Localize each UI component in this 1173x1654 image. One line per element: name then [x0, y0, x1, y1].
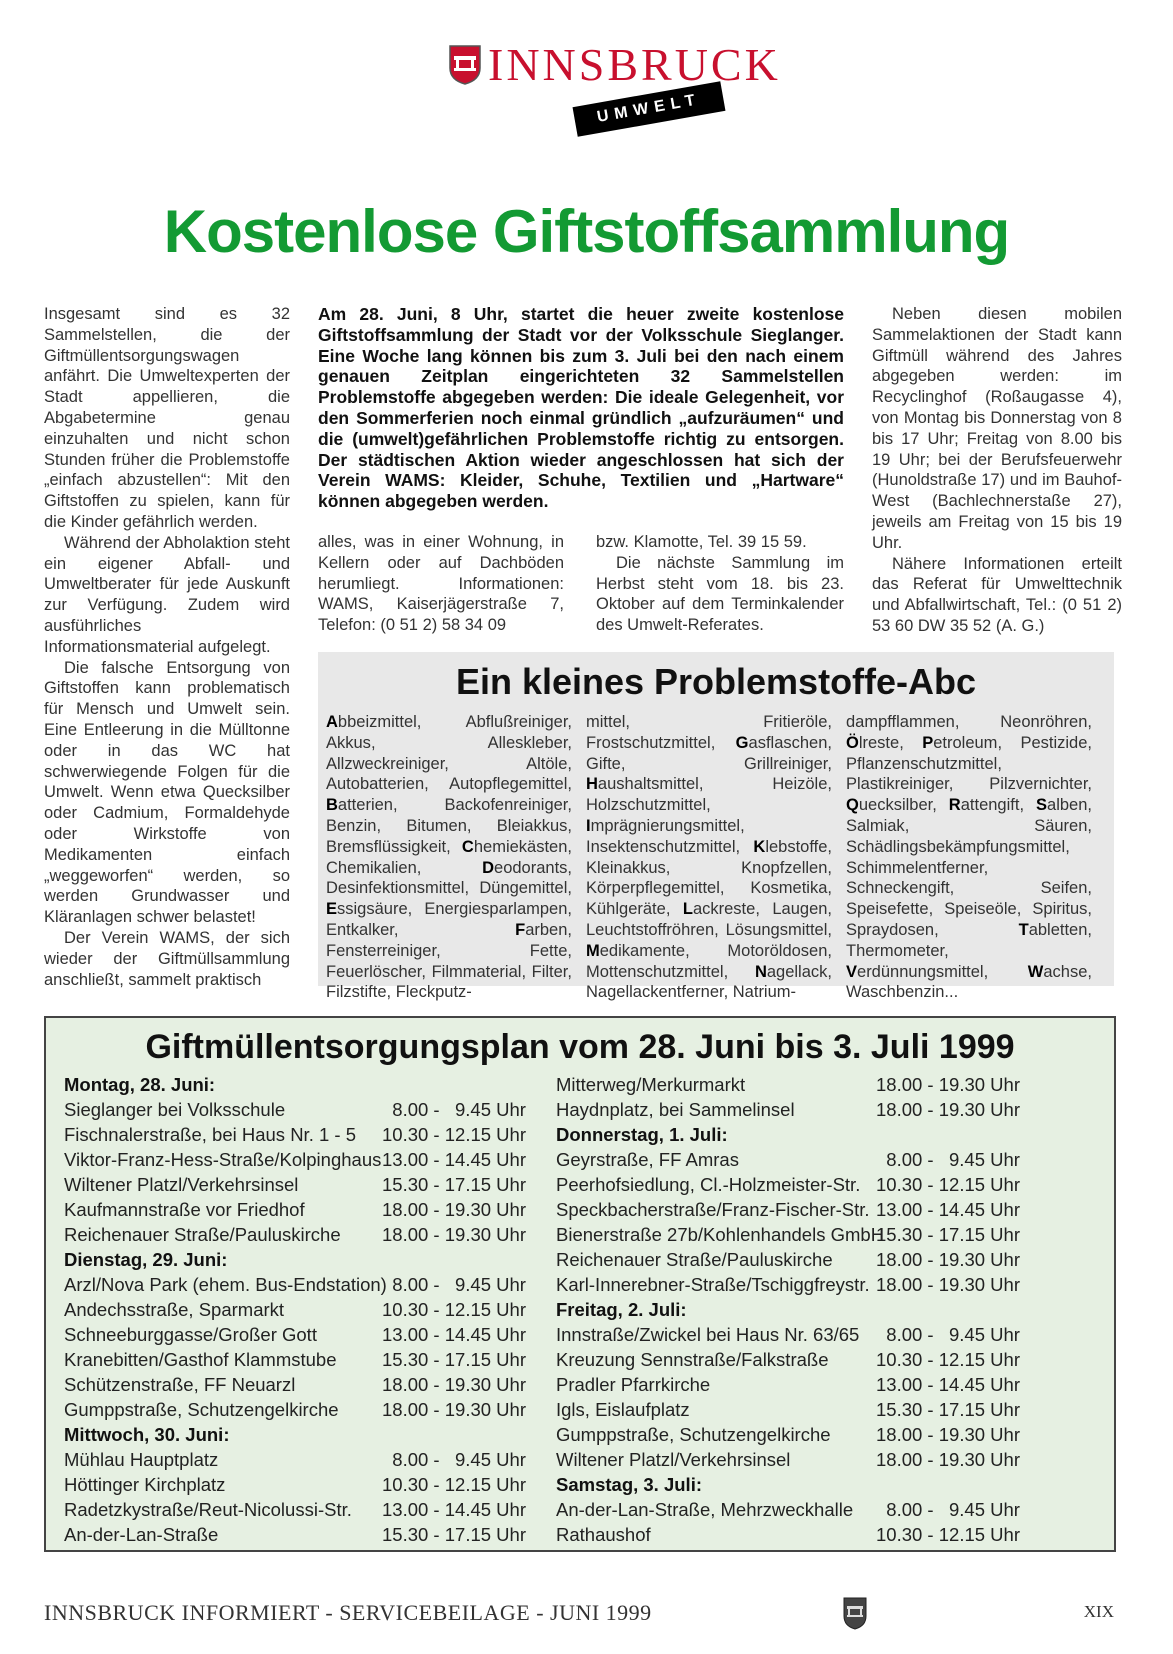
article-column-1: [44, 304, 290, 990]
schedule-location: An-der-Lan-Straße, Mehrzweckhalle: [556, 1499, 854, 1520]
footer-publication: INNSBRUCK INFORMIERT - SERVICEBEILAGE - JUNI 1999: [44, 1600, 652, 1625]
schedule-location: Reichenauer Straße/Pauluskirche: [64, 1224, 341, 1245]
paragraph: Die falsche Entsorgung von Giftstoffen kann problematisch für Mensch und Umwelt sein. Eine Entleerung in die Mülltonne oder in das WC hat schwerwiegende Folgen für die Umwelt. Wenn etwa Quecksilber oder Cadmium, Formaldehyde oder Wirkstoffe von Medikamenten einfach „weggeworfen“ werden, so werden Grundwasser und Kläranlagen schwer belastet!: [44, 658, 290, 927]
paragraph: Während der Abholaktion steht ein eigener Abfall- und Umweltberater für jede Auskunft zur Verfügung. Zudem wird ausführliches Informationsmaterial aufgelegt.: [44, 533, 290, 656]
schedule-location: Andechsstraße, Sparmarkt: [64, 1299, 285, 1320]
schedule-location: Höttinger Kirchplatz: [64, 1474, 226, 1495]
schedule-location: Speckbacherstraße/Franz-Fischer-Str.: [556, 1199, 870, 1220]
schedule-time: 18.00 - 19.30 Uhr: [382, 1199, 526, 1220]
paragraph: Insgesamt sind es 32 Sammelstellen, die der Giftmüllentsorgungswagen anfährt. Die Umweltexperten der Stadt appellieren, die Abgabetermine genau einzuhalten und nicht schon Stunden früher die Problemstoffe „einfach abzustellen“: Mit den Giftstoffen zu spielen, kann für die Kinder gefährlich werden.: [44, 305, 290, 531]
schedule-time: 8.00 - 9.45 Uhr: [382, 1449, 526, 1470]
page-title: Kostenlose Giftstoffsammlung: [163, 198, 1010, 265]
schedule-day-heading: [556, 1122, 1036, 1147]
schedule-row: [64, 1172, 544, 1197]
schedule-location: Gumppstraße, Schutzengelkirche: [64, 1399, 339, 1420]
schedule-row: [556, 1272, 1036, 1297]
schedule-row: [556, 1197, 1036, 1222]
schedule-row: [556, 1422, 1036, 1447]
logo-tag: UMWELT: [573, 81, 726, 137]
schedule-row: [64, 1322, 544, 1347]
schedule-row: [64, 1447, 544, 1472]
schedule-row: [64, 1497, 544, 1522]
schedule-location: Reichenauer Straße/Pauluskirche: [556, 1249, 833, 1270]
schedule-row: [64, 1147, 544, 1172]
schedule-time: 10.30 - 12.15 Uhr: [382, 1124, 526, 1145]
schedule-location: Innstraße/Zwickel bei Haus Nr. 63/65: [556, 1324, 860, 1345]
schedule-time: 15.30 - 17.15 Uhr: [382, 1174, 526, 1195]
schedule-time: 8.00 - 9.45 Uhr: [382, 1274, 526, 1295]
schedule-time: 18.00 - 19.30 Uhr: [382, 1399, 526, 1420]
schedule-row: [556, 1247, 1036, 1272]
schedule-time: 15.30 - 17.15 Uhr: [876, 1224, 1020, 1245]
schedule-location: Wiltener Platzl/Verkehrsinsel: [556, 1449, 791, 1470]
schedule-time: 15.30 - 17.15 Uhr: [382, 1524, 526, 1545]
page-footer: [44, 1600, 1114, 1630]
paragraph: alles, was in einer Wohnung, in Kellern oder auf Dachböden herumliegt. Informationen: WAMS, Kaiserjägerstraße 7, Telefon: (0 51 2) 58 34 09: [318, 533, 564, 635]
disposal-schedule-box: [44, 1016, 1116, 1552]
schedule-row: [556, 1447, 1036, 1472]
day-label: Donnerstag, 1. Juli:: [556, 1124, 728, 1145]
schedule-time: 18.00 - 19.30 Uhr: [876, 1249, 1020, 1270]
schedule-row: [556, 1097, 1036, 1122]
schedule-location: Radetzkystraße/Reut-Nicolussi-Str.: [64, 1499, 352, 1520]
abc-title: Ein kleines Problemstoffe-Abc: [455, 661, 977, 702]
schedule-location: Pradler Pfarrkirche: [556, 1374, 711, 1395]
schedule-time: 13.00 - 14.45 Uhr: [382, 1324, 526, 1345]
logo-name: INNSBRUCK: [488, 39, 781, 90]
abc-column: dampfflammen, Neonröhren, Ölreste, Petroleum, Pestizide, Pflanzenschutzmittel, Plastikreiniger, Pilzvernichter, Quecksilber, Rattengift, Salben, Salmiak, Säuren, Schädlingsbekämpfungsmittel, Schimmelentferner, Schneckengift, Seifen, Speisefette, Speiseöle, Spiritus, Spraydosen, Tabletten, Thermometer, Verdünnungsmittel, Wachse, Waschbenzin...: [846, 713, 1093, 1002]
schedule-time: 8.00 - 9.45 Uhr: [876, 1149, 1020, 1170]
day-label: Samstag, 3. Juli:: [556, 1474, 702, 1495]
schedule-column-left: [64, 1072, 544, 1547]
article-lead: [318, 304, 844, 512]
day-label: Freitag, 2. Juli:: [556, 1299, 687, 1320]
schedule-row: [556, 1397, 1036, 1422]
schedule-row: [556, 1497, 1036, 1522]
schedule-time: 10.30 - 12.15 Uhr: [876, 1524, 1020, 1545]
schedule-time: 13.00 - 14.45 Uhr: [382, 1499, 526, 1520]
paragraph: Neben diesen mobilen Sammelaktionen der Stadt kann Giftmüll während des Jahres abgegeben werden: im Recyclinghof (Roßaugasse 4), von Montag bis Donnerstag von 8 bis 17 Uhr; Freitag von 8.00 bis 19 Uhr; bei der Berufsfeuerwehr (Hunoldstraße 17) und im Bauhof-West (Bachlechnerstaße 27), jeweils am Freitag von 15 bis 19 Uhr.: [872, 305, 1122, 552]
schedule-time: 13.00 - 14.45 Uhr: [876, 1374, 1020, 1395]
schedule-time: 8.00 - 9.45 Uhr: [382, 1099, 526, 1120]
schedule-title: Giftmüllentsorgungsplan vom 28. Juni bis 3. Juli 1999: [145, 1028, 1015, 1066]
paragraph: Der Verein WAMS, der sich wieder der Giftmüllsammlung anschließt, sammelt praktisch: [44, 928, 290, 989]
schedule-time: 8.00 - 9.45 Uhr: [876, 1499, 1020, 1520]
schedule-location: Gumppstraße, Schutzengelkirche: [556, 1424, 831, 1445]
schedule-location: Kaufmannstraße vor Friedhof: [64, 1199, 305, 1220]
paragraph: Die nächste Sammlung im Herbst steht vom 18. bis 23. Oktober auf dem Terminkalender des Umwelt-Referates.: [596, 553, 844, 635]
schedule-location: Viktor-Franz-Hess-Straße/Kolpinghaus: [64, 1149, 382, 1170]
article-column-3: [596, 532, 844, 636]
schedule-location: Haydnplatz, bei Sammelinsel: [556, 1099, 795, 1120]
schedule-time: 18.00 - 19.30 Uhr: [876, 1274, 1020, 1295]
schedule-time: 18.00 - 19.30 Uhr: [382, 1374, 526, 1395]
schedule-time: 15.30 - 17.15 Uhr: [876, 1399, 1020, 1420]
schedule-day-heading: [64, 1072, 544, 1097]
schedule-location: Fischnalerstraße, bei Haus Nr. 1 - 5: [64, 1124, 356, 1145]
paragraph: Nähere Informationen erteilt das Referat für Umwelttechnik und Abfallwirtschaft, Tel.: (0 51 2) 53 60 DW 35 52 (A. G.): [872, 554, 1122, 635]
schedule-time: 15.30 - 17.15 Uhr: [382, 1349, 526, 1370]
article-column-4: [872, 304, 1122, 637]
innsbruck-umwelt-logo: [448, 36, 781, 126]
schedule-location: Rathaushof: [556, 1524, 651, 1545]
schedule-row: [64, 1372, 544, 1397]
schedule-time: 8.00 - 9.45 Uhr: [876, 1324, 1020, 1345]
schedule-row: [556, 1522, 1036, 1547]
schedule-row: [556, 1147, 1036, 1172]
schedule-location: Peerhofsiedlung, Cl.-Holzmeister-Str.: [556, 1174, 861, 1195]
schedule-location: Geyrstraße, FF Amras: [556, 1149, 739, 1170]
schedule-time: 18.00 - 19.30 Uhr: [876, 1449, 1020, 1470]
schedule-row: [556, 1172, 1036, 1197]
schedule-location: Schützenstraße, FF Neuarzl: [64, 1374, 296, 1395]
day-label: Montag, 28. Juni:: [64, 1074, 216, 1095]
schedule-location: Kreuzung Sennstraße/Falkstraße: [556, 1349, 829, 1370]
schedule-row: [64, 1197, 544, 1222]
abc-column: mittel, Fritieröle, Frostschutzmittel, Gasflaschen, Gifte, Grillreiniger, Haushaltsmittel, Heizöle, Holzschutzmittel, Imprägnierungsmittel, Insektenschutzmittel, Klebstoffe, Kleinakkus, Knopfzellen, Körperpflegemittel, Kosmetika, Kühlgeräte, Lackreste, Laugen, Leuchtstoffröhren, Lösungsmittel, Medikamente, Motoröldosen, Mottenschutzmittel, Nagellack, Nagellackentferner, Natrium-: [586, 713, 833, 1002]
schedule-row: [64, 1397, 544, 1422]
schedule-row: [556, 1372, 1036, 1397]
schedule-location: Sieglanger bei Volksschule: [64, 1099, 286, 1120]
schedule-row: [556, 1347, 1036, 1372]
schedule-location: Schneeburggasse/Großer Gott: [64, 1324, 317, 1345]
schedule-location: Bienerstraße 27b/Kohlenhandels GmbH: [556, 1224, 885, 1245]
schedule-time: 18.00 - 19.30 Uhr: [876, 1424, 1020, 1445]
footer-crest-icon: [842, 1596, 868, 1630]
abc-column: Abbeizmittel, Abflußreiniger, Akkus, Alleskleber, Allzweckreiniger, Altöle, Autobatterien, Autopflegemittel, Batterien, Backofenreiniger, Benzin, Bitumen, Bleiakkus, Bremsflüssigkeit, Chemiekästen, Chemikalien, Deodorants, Desinfektionsmittel, Düngemittel, Essigsäure, Energiesparlampen, Entkalker, Farben, Fensterreiniger, Fette, Feuerlöscher, Filmmaterial, Filter, Filzstifte, Fleckputz-: [326, 713, 573, 1002]
schedule-day-heading: [64, 1247, 544, 1272]
schedule-row: [64, 1122, 544, 1147]
schedule-row: [556, 1072, 1036, 1097]
day-label: Dienstag, 29. Juni:: [64, 1249, 228, 1270]
schedule-location: Arzl/Nova Park (ehem. Bus-Endstation): [64, 1274, 387, 1295]
schedule-time: 10.30 - 12.15 Uhr: [382, 1299, 526, 1320]
schedule-location: Mühlau Hauptplatz: [64, 1449, 219, 1470]
schedule-time: 13.00 - 14.45 Uhr: [876, 1199, 1020, 1220]
schedule-time: 18.00 - 19.30 Uhr: [876, 1099, 1020, 1120]
schedule-day-heading: [556, 1297, 1036, 1322]
schedule-location: Wiltener Platzl/Verkehrsinsel: [64, 1174, 299, 1195]
schedule-location: Kranebitten/Gasthof Klammstube: [64, 1349, 337, 1370]
schedule-row: [64, 1297, 544, 1322]
problemstoffe-abc-box: [318, 652, 1114, 1002]
schedule-row: [64, 1472, 544, 1497]
schedule-location: Karl-Innerebner-Straße/Tschiggfreystr.: [556, 1274, 870, 1295]
schedule-row: [556, 1222, 1036, 1247]
schedule-row: [64, 1522, 544, 1547]
innsbruck-crest-icon: [448, 42, 482, 86]
schedule-row: [64, 1347, 544, 1372]
schedule-time: 10.30 - 12.15 Uhr: [876, 1174, 1020, 1195]
article-column-2: [318, 532, 564, 636]
schedule-location: An-der-Lan-Straße: [64, 1524, 219, 1545]
schedule-location: Mitterweg/Merkurmarkt: [556, 1074, 746, 1095]
lead-paragraph: Am 28. Juni, 8 Uhr, startet die heuer zweite kostenlose Giftstoffsammlung der Stadt vor der Volksschule Sieglanger. Eine Woche lang können bis zum 3. Juli bei den nach einem genauen Zeitplan eingerichteten 32 Sammelstellen Problemstoffe abgegeben werden: Die ideale Gelegenheit, vor den Sommerferien noch einmal gründlich „aufzuräumen“ und die (umwelt)gefährlichen Problemstoffe richtig zu entsorgen. Der städtischen Aktion wieder angeschlossen hat sich der Verein WAMS: Kleider, Schuhe, Textilien und „Hartware“ können abgegeben werden.: [318, 304, 844, 512]
day-label: Mittwoch, 30. Juni:: [64, 1424, 230, 1445]
schedule-time: 18.00 - 19.30 Uhr: [876, 1074, 1020, 1095]
schedule-time: 18.00 - 19.30 Uhr: [382, 1224, 526, 1245]
schedule-row: [64, 1222, 544, 1247]
schedule-row: [64, 1097, 544, 1122]
schedule-day-heading: [556, 1472, 1036, 1497]
schedule-time: 10.30 - 12.15 Uhr: [382, 1474, 526, 1495]
schedule-row: [64, 1272, 544, 1297]
schedule-location: Igls, Eislaufplatz: [556, 1399, 690, 1420]
schedule-time: 13.00 - 14.45 Uhr: [382, 1149, 526, 1170]
page-number: XIX: [1083, 1602, 1114, 1621]
schedule-column-right: [556, 1072, 1036, 1547]
schedule-row: [556, 1322, 1036, 1347]
schedule-day-heading: [64, 1422, 544, 1447]
paragraph: bzw. Klamotte, Tel. 39 15 59.: [596, 533, 807, 551]
schedule-time: 10.30 - 12.15 Uhr: [876, 1349, 1020, 1370]
